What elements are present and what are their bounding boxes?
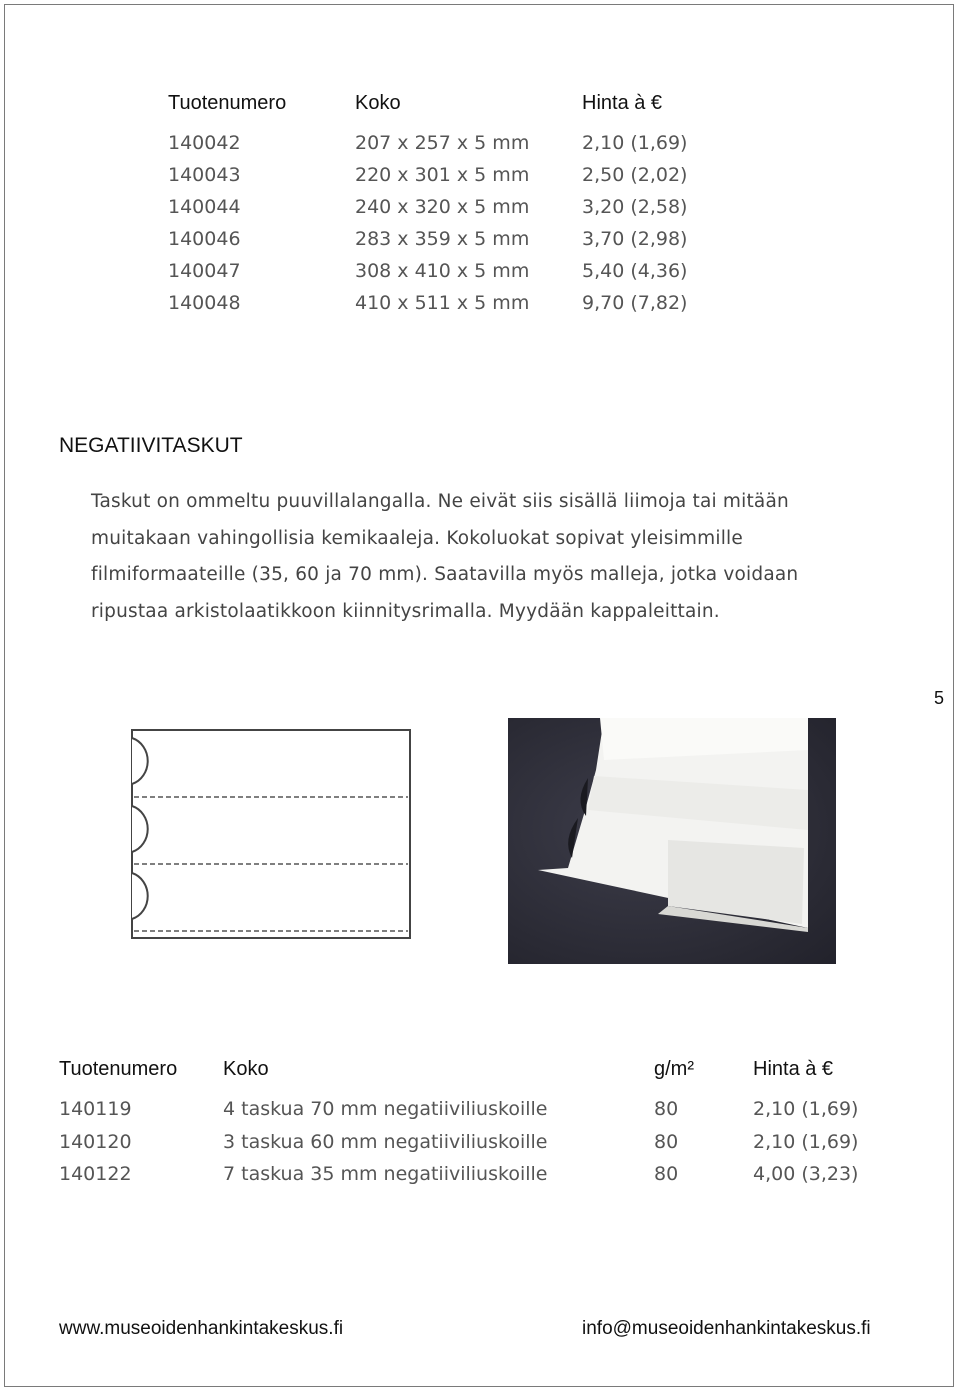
- cell-price: 2,10 (1,69): [753, 1131, 859, 1153]
- pocket-sheet-diagram: [128, 726, 418, 944]
- pocket-sheet-photo-graphic: [508, 718, 836, 964]
- cell-size: 283 x 359 x 5 mm: [355, 228, 530, 250]
- footer-website-link[interactable]: www.museoidenhankintakeskus.fi: [59, 1318, 344, 1339]
- diagram-outline: [132, 730, 410, 938]
- section-title: NEGATIIVITASKUT: [59, 434, 243, 457]
- table-row: [0, 164, 960, 196]
- cell-price: 2,10 (1,69): [582, 132, 688, 154]
- cell-size: 4 taskua 70 mm negatiiviliuskoille: [223, 1098, 548, 1120]
- table-header-row: [0, 1058, 960, 1090]
- description-line: muitakaan vahingollisia kemikaaleja. Kokoluokat sopivat yleisimmille: [91, 527, 743, 549]
- cell-size: 3 taskua 60 mm negatiiviliuskoille: [223, 1131, 548, 1153]
- cell-product-number: 140120: [59, 1131, 132, 1153]
- column-header-price: Hinta à €: [753, 1058, 834, 1080]
- cell-product-number: 140043: [168, 164, 241, 186]
- page-number: 5: [934, 688, 945, 708]
- description-line: filmiformaateille (35, 60 ja 70 mm). Saatavilla myös malleja, jotka voidaan: [91, 564, 799, 585]
- diagram-thumb-cut: [132, 806, 148, 852]
- description-line: ripustaa arkistolaatikkoon kiinnitysrimalla. Myydään kappaleittain.: [91, 600, 720, 622]
- cell-grammage: 80: [654, 1131, 679, 1153]
- table-row: [0, 292, 960, 324]
- cell-size: 410 x 511 x 5 mm: [355, 292, 530, 314]
- table-row: [0, 1131, 960, 1163]
- cell-size: 240 x 320 x 5 mm: [355, 196, 530, 218]
- product-photo: [508, 718, 836, 964]
- cell-size: 308 x 410 x 5 mm: [355, 260, 530, 282]
- column-header-product-number: Tuotenumero: [59, 1058, 178, 1080]
- cell-product-number: 140119: [59, 1098, 132, 1120]
- section-description: [91, 484, 861, 630]
- table-row: [0, 1098, 960, 1130]
- column-header-size: Koko: [355, 92, 401, 114]
- table-row: [0, 196, 960, 228]
- table-header-row: [0, 92, 960, 124]
- column-header-grammage: g/m²: [654, 1058, 694, 1080]
- cell-product-number: 140047: [168, 260, 241, 282]
- column-header-size: Koko: [223, 1058, 269, 1080]
- cell-product-number: 140044: [168, 196, 241, 218]
- table-row: [0, 228, 960, 260]
- cell-price: 2,10 (1,69): [753, 1098, 859, 1120]
- diagram-thumb-cut: [132, 738, 148, 784]
- table-row: [0, 1163, 960, 1195]
- cell-grammage: 80: [654, 1163, 679, 1185]
- column-header-price: Hinta à €: [582, 92, 663, 114]
- cell-size: 7 taskua 35 mm negatiiviliuskoille: [223, 1163, 548, 1185]
- table-row: [0, 260, 960, 292]
- cell-size: 220 x 301 x 5 mm: [355, 164, 530, 186]
- column-header-product-number: Tuotenumero: [168, 92, 287, 114]
- description-line: Taskut on ommeltu puuvillalangalla. Ne eivät siis sisällä liimoja tai mitään: [91, 491, 789, 512]
- cell-product-number: 140042: [168, 132, 241, 154]
- cell-price: 4,00 (3,23): [753, 1163, 859, 1185]
- cell-price: 5,40 (4,36): [582, 260, 688, 282]
- cell-product-number: 140046: [168, 228, 241, 250]
- cell-price: 2,50 (2,02): [582, 164, 688, 186]
- diagram-thumb-cut: [132, 873, 148, 919]
- footer-email-link[interactable]: info@museoidenhankintakeskus.fi: [582, 1318, 871, 1339]
- cell-product-number: 140122: [59, 1163, 132, 1185]
- cell-size: 207 x 257 x 5 mm: [355, 132, 530, 154]
- cell-price: 9,70 (7,82): [582, 292, 688, 314]
- table-row: [0, 132, 960, 164]
- cell-product-number: 140048: [168, 292, 241, 314]
- cell-price: 3,70 (2,98): [582, 228, 688, 250]
- cell-grammage: 80: [654, 1098, 679, 1120]
- cell-price: 3,20 (2,58): [582, 196, 688, 218]
